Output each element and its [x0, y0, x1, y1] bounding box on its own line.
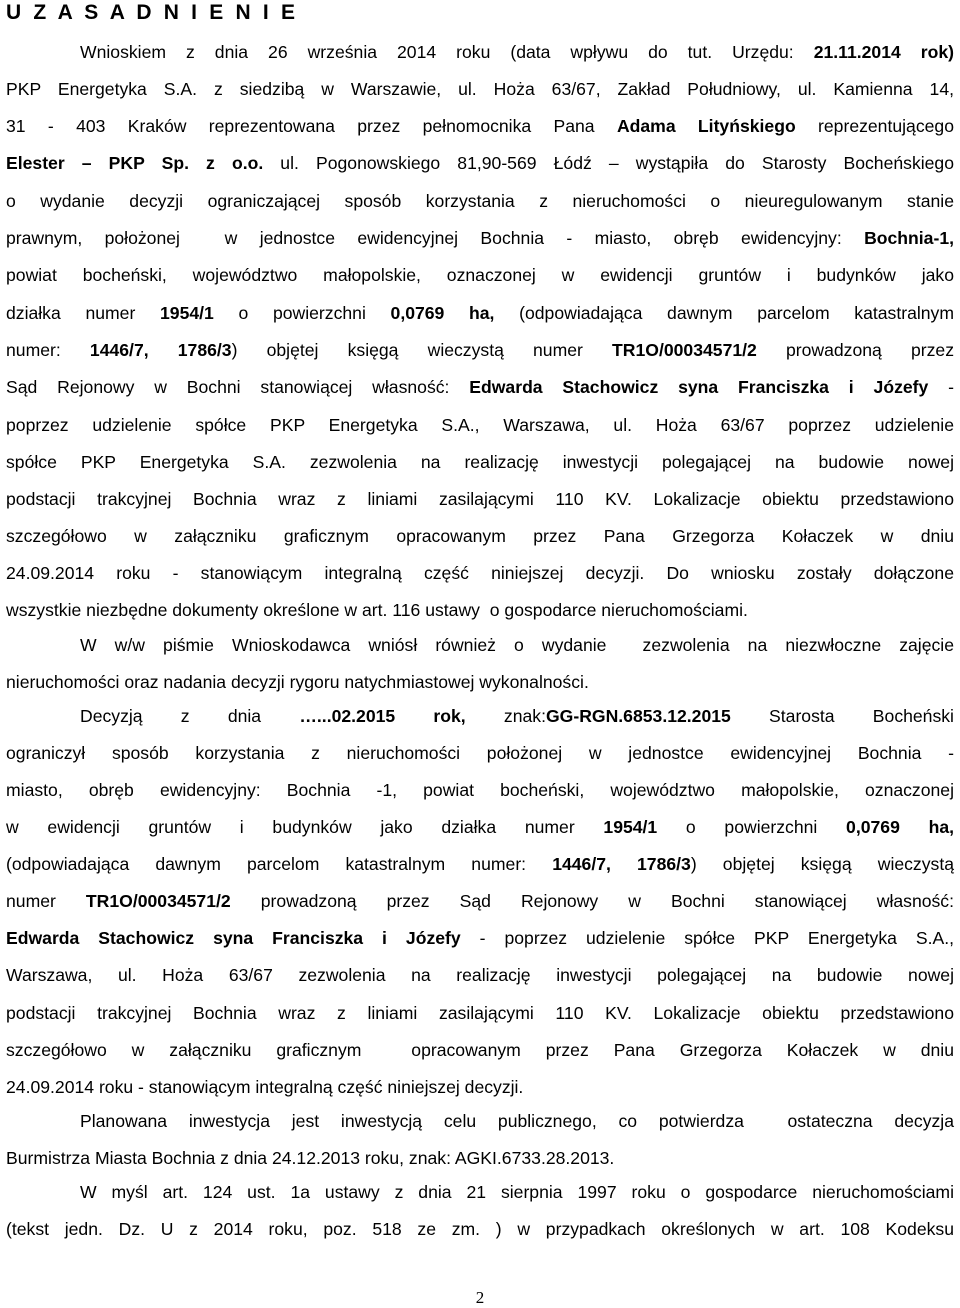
bold-text: 0,0769 ha, [390, 303, 495, 323]
text: znak: [465, 706, 546, 726]
text-line [6, 890, 954, 912]
bold-text: 1954/1 [603, 817, 658, 837]
text-line [6, 742, 954, 764]
text: prowadzoną przez [756, 340, 954, 360]
text-line [80, 1110, 954, 1132]
text: W w/w piśmie Wnioskodawca wniósł również o wydanie zezwolenia na niezwłoczne zajęcie [80, 635, 954, 655]
text: numer [6, 891, 86, 911]
text: Starosta Bocheński [730, 706, 954, 726]
text-line [6, 853, 954, 875]
text: Warszawa, ul. Hoża 63/67 zezwolenia na realizację inwestycji polegającej na budowie nowej [6, 965, 954, 985]
text: Planowana inwestycja jest inwestycją celu publicznego, co potwierdza ostateczna decyzja [80, 1111, 954, 1131]
text: - [928, 377, 954, 397]
text-line [6, 816, 954, 838]
text-line [80, 41, 954, 63]
text: poprzez udzielenie spółce PKP Energetyka S.A., Warszawa, ul. Hoża 63/67 poprzez udzielenie [6, 415, 954, 435]
text-line [6, 599, 954, 621]
text-line [6, 115, 954, 137]
text-line [6, 1002, 954, 1024]
text-line [6, 78, 954, 100]
text: wszystkie niezbędne dokumenty określone w art. 116 ustawy o gospodarce nieruchomościami. [6, 600, 748, 620]
text: o powierzchni [213, 303, 391, 323]
text: Burmistrza Miasta Bochnia z dnia 24.12.2013 roku, znak: AGKI.6733.28.2013. [6, 1148, 615, 1168]
text: nieruchomości oraz nadania decyzji rygoru natychmiastowej wykonalności. [6, 672, 589, 692]
bold-text: Edwarda Stachowicz syna Franciszka i Józefy [6, 928, 461, 948]
text-line [6, 1147, 954, 1169]
text: powiat bocheński, województwo małopolskie, oznaczonej w ewidencji gruntów i budynków jako [6, 265, 954, 285]
bold-text: 0,0769 ha, [846, 817, 954, 837]
bold-text: TR1O/00034571/2 [612, 340, 757, 360]
bold-text: GG-RGN.6853.12.2015 [545, 706, 731, 726]
text-line [6, 190, 954, 212]
bold-text: 1954/1 [160, 303, 214, 323]
bold-text: …...02.2015 rok, [299, 706, 466, 726]
text-line [6, 302, 954, 324]
text: prowadzoną przez Sąd Rejonowy w Bochni stanowiącej własność: [230, 891, 954, 911]
text: w ewidencji gruntów i budynków jako działka numer [6, 817, 604, 837]
text: szczegółowo w załączniku graficznym opracowanym przez Pana Grzegorza Kołaczek w dniu [6, 526, 954, 546]
text: ograniczył sposób korzystania z nieruchomości położonej w jednostce ewidencyjnej Bochnia - [6, 743, 954, 763]
bold-text: TR1O/00034571/2 [85, 891, 231, 911]
text: o powierzchni [657, 817, 847, 837]
text: podstacji trakcyjnej Bochnia wraz z liniami zasilającymi 110 KV. Lokalizacje obiektu przedstawiono [6, 489, 954, 509]
text: Wnioskiem z dnia 26 września 2014 roku (data wpływu do tut. Urzędu: [80, 42, 814, 62]
bold-text: 21.11.2014 rok) [813, 42, 954, 62]
text: działka numer [6, 303, 160, 323]
text: szczegółowo w załączniku graficznym opracowanym przez Pana Grzegorza Kołaczek w dniu [6, 1040, 954, 1060]
text-line [6, 488, 954, 510]
text-line [6, 562, 954, 584]
text: prawnym, położonej w jednostce ewidencyjnej Bochnia - miasto, obręb ewidencyjny: [6, 228, 865, 248]
text: 24.09.2014 roku - stanowiącym integralną część niniejszej decyzji. Do wniosku zostały dołączone [6, 563, 954, 583]
text: miasto, obręb ewidencyjny: Bochnia -1, powiat bocheński, województwo małopolskie, oznaczonej [6, 780, 954, 800]
bold-text: Edwarda Stachowicz syna Franciszka i Józefy [469, 377, 929, 397]
text-line [6, 152, 954, 174]
text: 31 - 403 Kraków reprezentowana przez pełnomocnika Pana [6, 116, 617, 136]
text: ) objętej księgą wieczystą [690, 854, 954, 874]
bold-text: 1446/7, 1786/3 [89, 340, 232, 360]
text: - poprzez udzielenie spółce PKP Energetyka S.A., [460, 928, 954, 948]
text: podstacji trakcyjnej Bochnia wraz z liniami zasilającymi 110 KV. Lokalizacje obiektu przedstawiono [6, 1003, 954, 1023]
text-line [80, 634, 954, 656]
text: Sąd Rejonowy w Bochni stanowiącej własność: [6, 377, 470, 397]
text-line [6, 339, 954, 361]
text-line [80, 705, 954, 727]
text-line [6, 451, 954, 473]
text-line [6, 376, 954, 398]
text: (odpowiadająca dawnym parcelom katastralnym numer: [6, 854, 553, 874]
text-line [6, 671, 954, 693]
text-line [6, 1218, 954, 1240]
text: 24.09.2014 roku - stanowiącym integralną część niniejszej decyzji. [6, 1077, 524, 1097]
section-heading: U Z A S A D N I E N I E [6, 1, 299, 24]
text-line [6, 1076, 954, 1098]
text: ul. Pogonowskiego 81,90-569 Łódź – wystąpiła do Starosty Bocheńskiego [263, 153, 955, 173]
text-line [6, 227, 954, 249]
text-line [6, 927, 954, 949]
text-line [80, 1181, 954, 1203]
text: W myśl art. 124 ust. 1a ustawy z dnia 21 sierpnia 1997 roku o gospodarce nieruchomościami [80, 1182, 954, 1202]
bold-text: Elester – PKP Sp. z o.o. [6, 153, 264, 173]
bold-text: 1446/7, 1786/3 [552, 854, 691, 874]
text-line [6, 964, 954, 986]
text: o wydanie decyzji ograniczającej sposób korzystania z nieruchomości o nieuregulowanym stanie [6, 191, 954, 211]
text: Decyzją z dnia [80, 706, 300, 726]
text-line [6, 1039, 954, 1061]
text: numer: [6, 340, 90, 360]
text: (tekst jedn. Dz. U z 2014 roku, poz. 518 ze zm. ) w przypadkach określonych w art. 108 Kodeksu [6, 1219, 954, 1239]
text: ) objętej księgą wieczystą numer [231, 340, 613, 360]
text: PKP Energetyka S.A. z siedzibą w Warszawie, ul. Hoża 63/67, Zakład Południowy, ul. Kamienna 14, [6, 79, 954, 99]
text-line [6, 525, 954, 547]
text: (odpowiadająca dawnym parcelom katastralnym [494, 303, 954, 323]
text-line [6, 264, 954, 286]
bold-text: Bochnia-1, [864, 228, 954, 248]
text: reprezentującego [795, 116, 954, 136]
text: spółce PKP Energetyka S.A. zezwolenia na realizację inwestycji polegającej na budowie nowej [6, 452, 954, 472]
bold-text: Adama Lityńskiego [616, 116, 796, 136]
text-line [6, 414, 954, 436]
page-number: 2 [475, 1288, 485, 1307]
text-line [6, 779, 954, 801]
